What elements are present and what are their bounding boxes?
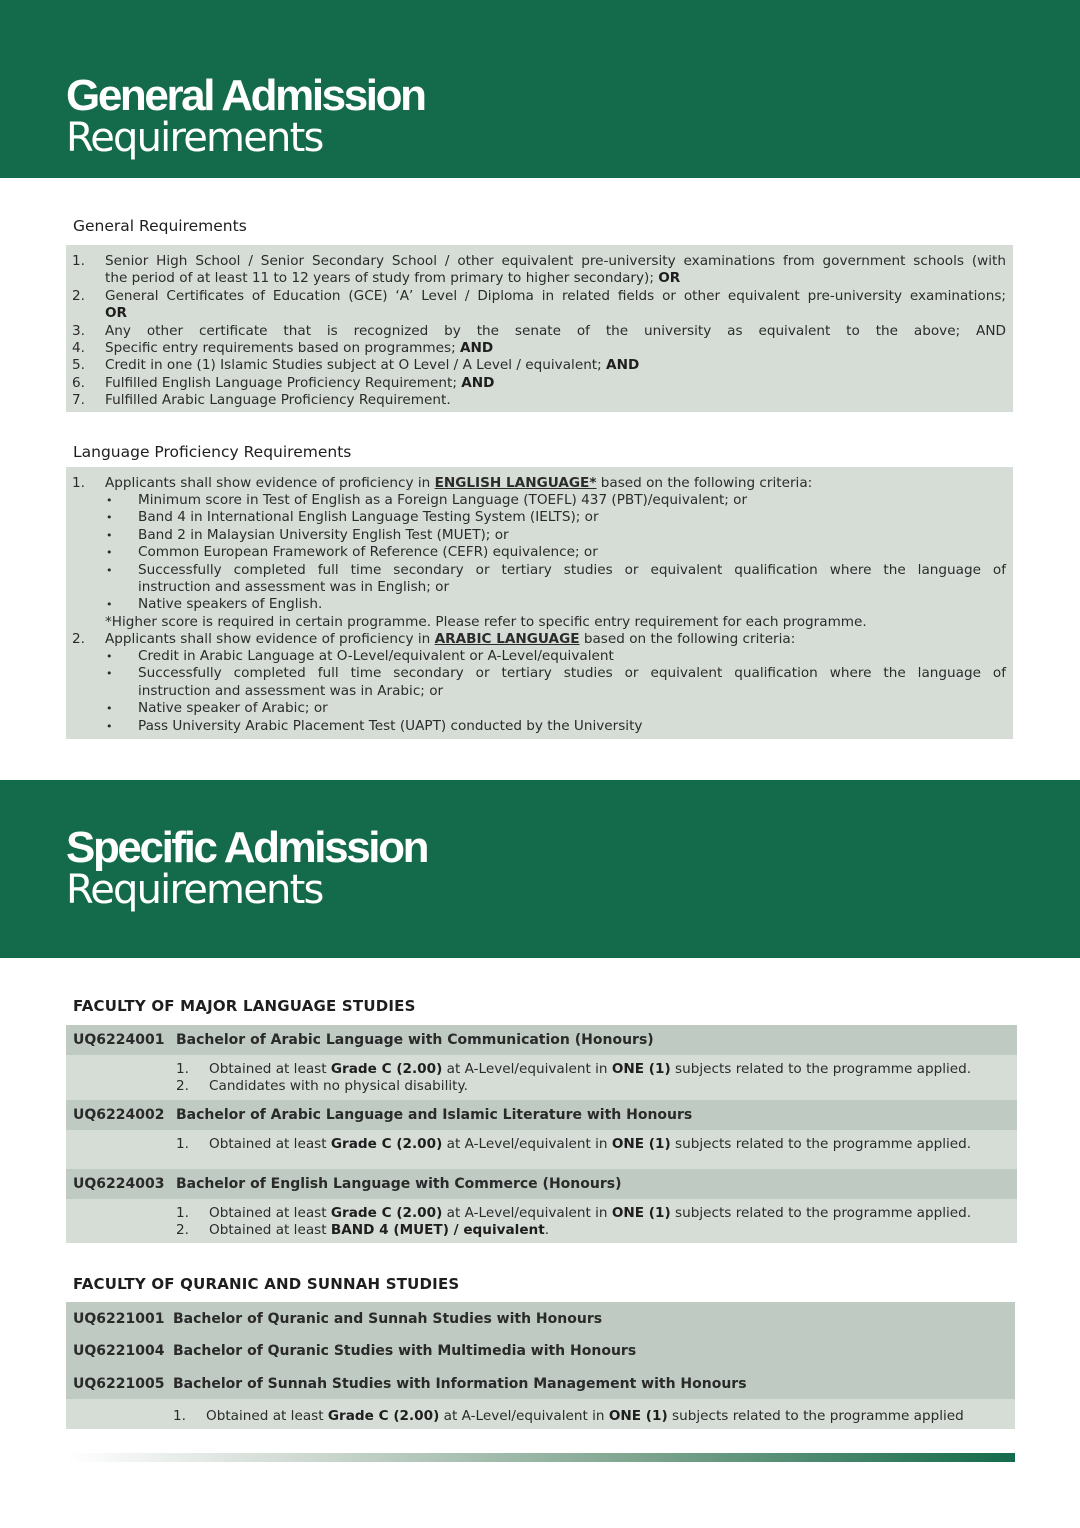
programme-code: UQ6221001 [73, 1311, 165, 1327]
programme-requirements: 1. Obtained at least Grade C (2.00) at A-Level/equivalent in ONE (1) subjects related to the programme applied [66, 1399, 1015, 1429]
programme-row [66, 1025, 1017, 1055]
requirement-line: Credit in one (1) Islamic Studies subject at O Level / A Level / equivalent; AND [105, 357, 640, 374]
bullet-icon: • [106, 511, 113, 525]
general-requirements-heading: General Requirements [73, 217, 247, 235]
programme-name: Bachelor of English Language with Commerce (Honours) [176, 1176, 622, 1192]
requirement-line: Fulfilled Arabic Language Proficiency Requirement. [105, 392, 451, 409]
list-number: 3. [72, 322, 85, 339]
programme-code: UQ6221004 [73, 1343, 165, 1359]
bullet-icon: • [106, 667, 113, 681]
programme-requirements: 1. Obtained at least Grade C (2.00) at A-Level/equivalent in ONE (1) subjects related to the programme applied. 2. Obtained at least BAND 4 (MUET) / equivalent. [66, 1199, 1017, 1243]
programme-requirements: 1. Obtained at least Grade C (2.00) at A-Level/equivalent in ONE (1) subjects related to the programme applied. [66, 1130, 1017, 1169]
criteria-item: Credit in Arabic Language at O-Level/equivalent or A-Level/equivalent [138, 648, 614, 664]
bullet-icon: • [106, 650, 113, 663]
requirement-line: Specific entry requirements based on programmes; AND [105, 340, 494, 356]
list-number: 5. [72, 357, 85, 374]
bullet-icon: • [106, 528, 113, 542]
english-language-keyword: ENGLISH LANGUAGE* [434, 475, 597, 491]
requirement-grade: Obtained at least Grade C (2.00) at A-Level/equivalent in ONE (1) subjects related to the programme applied. [209, 1205, 972, 1221]
faculty-major-language-heading: FACULTY OF MAJOR LANGUAGE STUDIES [73, 997, 416, 1015]
arabic-language-keyword: ARABIC LANGUAGE [434, 631, 580, 647]
list-number: 6. [72, 374, 85, 391]
requirement-line: Senior High School / Senior Secondary School / other equivalent pre-university examinations from government schools (with [105, 253, 1006, 269]
english-intro: Applicants shall show evidence of proficiency in ENGLISH LANGUAGE* based on the following criteria: [105, 475, 813, 491]
programme-requirements: 1. Obtained at least Grade C (2.00) at A-Level/equivalent in ONE (1) subjects related to the programme applied. 2. Candidates with no physical disability. [66, 1055, 1017, 1100]
criteria-item: Native speaker of Arabic; or [138, 700, 328, 717]
criteria-item: Band 2 in Malaysian University English Test (MUET); or [138, 526, 509, 543]
programme-code: UQ6224001 [73, 1032, 165, 1048]
requirement-line: Any other certificate that is recognized by the senate of the university as equivalent to the above; AND [105, 322, 1006, 339]
criteria-item: instruction and assessment was in English; or [138, 579, 450, 595]
programme-group [66, 1302, 1015, 1399]
criteria-item: Minimum score in Test of English as a Foreign Language (TOEFL) 437 (PBT)/equivalent; or [138, 492, 748, 508]
programme-name: Bachelor of Quranic Studies with Multimedia with Honours [173, 1343, 637, 1359]
criteria-item: Common European Framework of Reference (CEFR) equivalence; or [138, 544, 598, 561]
bullet-icon: • [106, 719, 113, 733]
programme-name: Bachelor of Sunnah Studies with Information Management with Honours [173, 1376, 747, 1392]
criteria-item: Successfully completed full time secondary or tertiary studies or equivalent qualification where the language of [138, 561, 1006, 578]
general-title-bold: General Admission [66, 71, 425, 120]
english-note: *Higher score is required in certain programme. Please refer to specific entry requirement for each programme. [105, 614, 867, 630]
requirement-grade: Obtained at least Grade C (2.00) at A-Level/equivalent in ONE (1) subjects related to the programme applied. [209, 1136, 972, 1152]
requirement-line: the period of at least 11 to 12 years of study from primary to higher secondary); OR [105, 270, 681, 287]
faculty-quranic-sunnah-heading: FACULTY OF QURANIC AND SUNNAH STUDIES [73, 1275, 460, 1293]
requirement-line: General Certificates of Education (GCE) ‘A’ Level / Diploma in related fields or other equivalent pre-university examinations; [105, 287, 1006, 304]
criteria-item: Successfully completed full time secondary or tertiary studies or equivalent qualification where the language of [138, 665, 1006, 682]
requirement-grade: Obtained at least Grade C (2.00) at A-Level/equivalent in ONE (1) subjects related to the programme applied [206, 1408, 964, 1424]
list-number: 2. [72, 631, 85, 647]
requirement-muet: Obtained at least BAND 4 (MUET) / equivalent. [209, 1222, 550, 1238]
bullet-icon: • [106, 598, 113, 612]
requirement-line: Fulfilled English Language Proficiency Requirement; AND [105, 374, 495, 391]
programme-name: Bachelor of Quranic and Sunnah Studies with Honours [173, 1311, 603, 1327]
requirement-disability: Candidates with no physical disability. [209, 1078, 468, 1094]
criteria-item: Band 4 in International English Language Testing System (IELTS); or [138, 509, 599, 526]
list-number: 7. [72, 392, 85, 409]
list-number: 1. [72, 253, 85, 269]
programme-row [66, 1169, 1017, 1199]
general-banner [0, 0, 1080, 178]
criteria-item: instruction and assessment was in Arabic; or [138, 682, 444, 699]
bullet-icon: • [106, 702, 113, 716]
criteria-item: Native speakers of English. [138, 596, 323, 613]
programme-row [66, 1100, 1017, 1130]
bullet-icon: • [106, 546, 113, 560]
language-requirements-heading: Language Proficiency Requirements [73, 443, 352, 461]
programme-name: Bachelor of Arabic Language and Islamic Literature with Honours [176, 1107, 693, 1123]
list-number: 2. [72, 287, 85, 304]
requirement-line: OR [105, 305, 128, 322]
specific-title-bold: Specific Admission [66, 823, 428, 872]
general-requirements-panel [66, 245, 1013, 412]
bullet-icon: • [106, 494, 113, 507]
bullet-icon: • [106, 563, 113, 577]
requirement-grade: Obtained at least Grade C (2.00) at A-Level/equivalent in ONE (1) subjects related to the programme applied. [209, 1061, 972, 1077]
criteria-item: Pass University Arabic Placement Test (UAPT) conducted by the University [138, 717, 643, 734]
programme-code: UQ6224003 [73, 1176, 165, 1192]
specific-banner [0, 780, 1080, 958]
specific-title-light: Requirements [66, 867, 323, 913]
language-requirements-panel [66, 467, 1013, 739]
general-title-light: Requirements [66, 115, 323, 161]
programme-name: Bachelor of Arabic Language with Communication (Honours) [176, 1032, 654, 1048]
footer-gradient-bar [66, 1453, 1015, 1462]
list-number: 4. [72, 340, 85, 356]
programme-code: UQ6221005 [73, 1376, 165, 1392]
programme-code: UQ6224002 [73, 1107, 165, 1123]
list-number: 1. [72, 475, 85, 491]
arabic-intro: Applicants shall show evidence of proficiency in ARABIC LANGUAGE based on the following criteria: [105, 631, 796, 647]
